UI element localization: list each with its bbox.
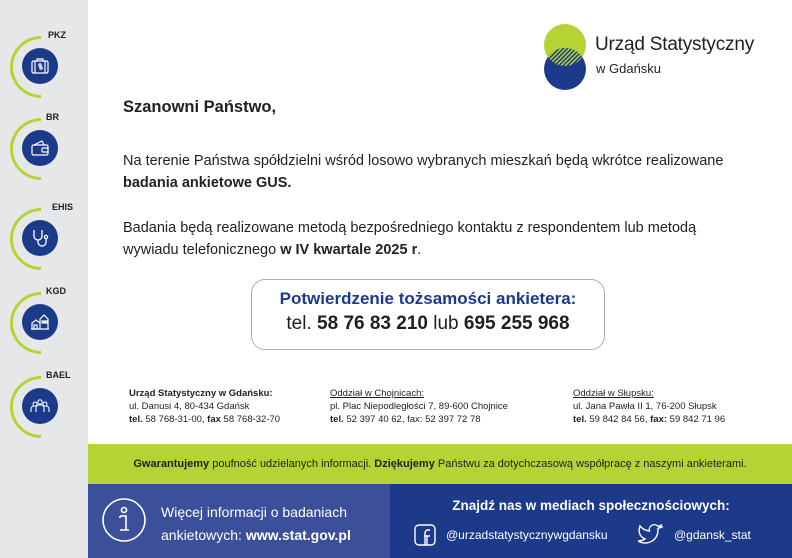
office-name: Oddział w Chojnicach:	[330, 388, 424, 399]
office-address: pl. Plac Niepodległości 7, 89-600 Chojnice	[330, 401, 508, 412]
tel-label: tel.	[330, 414, 344, 425]
fax-value: 59 842 71 96	[667, 414, 726, 425]
houses-icon	[22, 304, 58, 340]
survey-pkz	[0, 22, 88, 102]
band-bold: Gwarantujemy	[133, 458, 210, 470]
twitter-link[interactable]	[638, 524, 751, 546]
office-contact	[129, 414, 280, 425]
info-line-1: Więcej informacji o badaniach	[161, 504, 347, 520]
info-line-2	[161, 524, 351, 547]
survey-code: PKZ	[48, 30, 66, 40]
fax-label: fax	[207, 414, 221, 425]
tel-value: 58 768-31-00,	[142, 414, 208, 425]
office-name: Urząd Statystyczny w Gdańsku:	[129, 388, 273, 399]
logo-title: Urząd Statystyczny	[595, 34, 755, 55]
confirmation-phones	[252, 313, 604, 335]
fax-label: fax:	[650, 414, 668, 425]
info-icon	[101, 497, 147, 543]
paragraph-end: .	[417, 242, 422, 258]
fax-value: 58 768-32-70	[220, 414, 281, 425]
identity-confirmation-box	[251, 279, 605, 350]
office-chojnice	[330, 387, 508, 426]
twitter-icon	[638, 524, 664, 546]
band-text	[133, 458, 746, 470]
tel-label: tel.	[129, 414, 143, 425]
website-link[interactable]: www.stat.gov.pl	[245, 527, 351, 543]
facebook-link[interactable]	[414, 524, 608, 546]
confirmation-title: Potwierdzenie tożsamości ankietera:	[279, 289, 577, 308]
band-normal: Państwu za dotychczasową współpracę z naszymi ankieterami.	[434, 458, 747, 470]
gus-logo	[540, 22, 780, 92]
survey-sidebar	[0, 0, 88, 558]
social-heading: Znajdź nas w mediach społecznościowych:	[452, 498, 730, 513]
info-label: ankietowych:	[161, 527, 246, 543]
survey-bael	[0, 362, 88, 442]
tel-value: 59 842 84 56,	[586, 414, 651, 425]
tel-prefix: tel.	[286, 313, 318, 334]
office-gdansk	[129, 387, 280, 426]
office-contact	[573, 414, 725, 425]
logo-circles-icon	[540, 22, 590, 92]
survey-kgd	[0, 278, 88, 358]
facebook-handle: @urzadstatystycznywgdansku	[446, 528, 608, 542]
info-text	[161, 501, 351, 547]
paragraph-text: Badania będą realizowane metodą bezpośredniego kontaktu z respondentem lub metodą wywiadu telefonicznego	[123, 220, 697, 258]
paragraph-text: Na terenie Państwa spółdzielni wśród losowo wybranych mieszkań będą wkrótce realizowane	[123, 153, 724, 169]
greeting: Szanowni Państwo,	[123, 98, 277, 116]
office-slupsk	[573, 387, 725, 426]
paragraph-intro	[123, 150, 733, 194]
phone-1[interactable]: 58 76 83 210	[317, 313, 428, 334]
stethoscope-icon	[22, 220, 58, 256]
social-footer	[390, 484, 792, 558]
suitcase-icon	[22, 48, 58, 84]
survey-code: BAEL	[46, 370, 71, 380]
survey-code: BR	[46, 112, 59, 122]
wallet-icon	[22, 130, 58, 166]
twitter-handle: @gdansk_stat	[674, 528, 751, 542]
info-footer	[88, 484, 390, 558]
fax-value: fax: 52 397 72 78	[407, 414, 481, 425]
survey-code: KGD	[46, 286, 66, 296]
band-bold: Dziękujemy	[374, 458, 435, 470]
paragraph-method	[123, 217, 713, 261]
or-text: lub	[427, 313, 464, 334]
office-address: ul. Danusi 4, 80-434 Gdańsk	[129, 401, 250, 412]
tel-value: 52 397 40 62,	[343, 414, 408, 425]
confidentiality-band	[88, 444, 792, 484]
logo-subtitle: w Gdańsku	[596, 61, 662, 76]
paragraph-bold: w IV kwartale 2025 r	[280, 242, 418, 258]
office-address: ul. Jana Pawła II 1, 76-200 Słupsk	[573, 401, 717, 412]
survey-code: EHIS	[52, 202, 74, 212]
office-contact	[330, 414, 481, 425]
survey-br	[0, 104, 88, 184]
paragraph-bold: badania ankietowe GUS.	[123, 175, 292, 191]
tel-label: tel.	[573, 414, 587, 425]
survey-ehis	[0, 194, 88, 274]
facebook-icon	[414, 524, 436, 546]
phone-2[interactable]: 695 255 968	[463, 313, 570, 334]
band-normal: poufność udzielanych informacji.	[209, 458, 375, 470]
people-icon	[22, 388, 58, 424]
office-name: Oddział w Słupsku:	[573, 388, 654, 399]
